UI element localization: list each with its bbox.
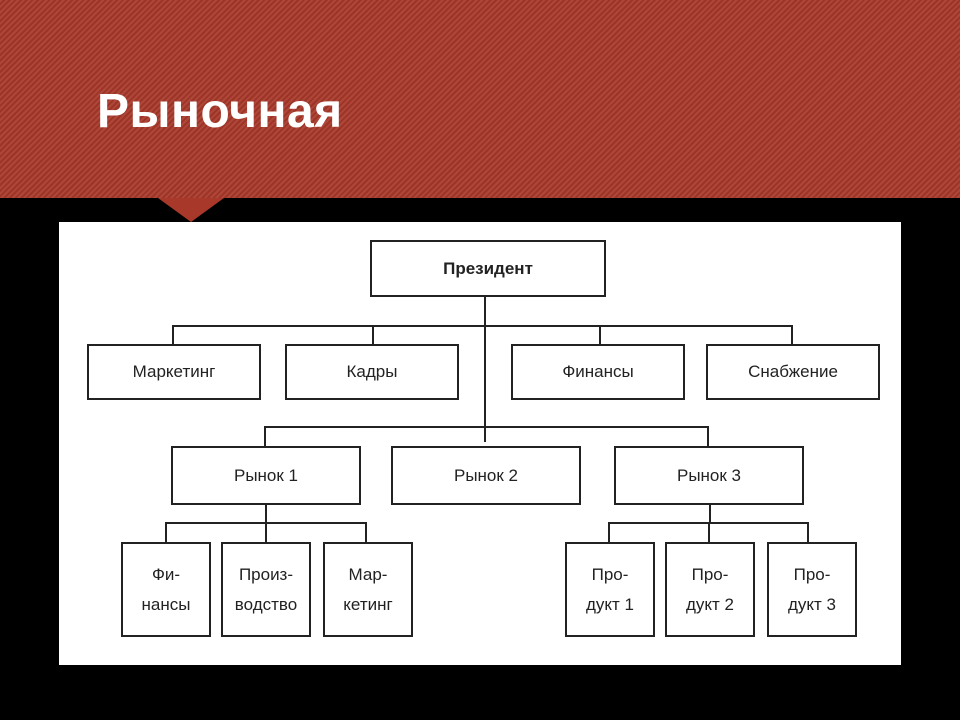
node-staff-finance-label: Финансы: [562, 362, 634, 381]
slide-title: Рыночная: [97, 85, 343, 138]
node-staff-finance: [511, 344, 685, 400]
node-market-2: [391, 446, 581, 505]
node-m1-marketing-line1: Мар-: [348, 564, 388, 584]
node-market-3-label: Рынок 3: [676, 465, 741, 485]
node-staff-marketing-label: Маркетинг: [132, 362, 216, 381]
node-m3-product-1-line1: Про-: [591, 564, 629, 584]
node-market-2-label: Рынок 2: [453, 465, 518, 485]
node-m3-product-2: [665, 542, 755, 637]
node-market-1-label: Рынок 1: [233, 465, 298, 485]
connector-m3-unit-3: [807, 522, 809, 542]
node-m1-marketing: [323, 542, 413, 637]
header-notch: [158, 198, 224, 222]
node-m1-finance-line2: нансы: [141, 594, 191, 614]
node-m1-production-line2: водство: [234, 594, 298, 614]
connector-m1-unit-2: [265, 522, 267, 542]
node-m3-product-3-line2: дукт 3: [787, 594, 836, 614]
connector-m1-unit-3: [365, 522, 367, 542]
connector-staff-1: [172, 325, 174, 345]
connector-root-trunk: [484, 296, 486, 442]
node-m1-marketing-line2: кетинг: [343, 594, 393, 614]
connector-market-1: [264, 426, 266, 446]
connector-m1-unit-1: [165, 522, 167, 542]
node-m1-finance-line1: Фи-: [151, 564, 181, 584]
connector-m3-unit-2: [708, 522, 710, 542]
connector-staff-2: [372, 325, 374, 345]
node-m3-product-3-line1: Про-: [793, 564, 831, 584]
node-m1-production: [221, 542, 311, 637]
node-president: [370, 240, 606, 297]
node-president-label: Президент: [443, 258, 533, 278]
node-staff-marketing: [87, 344, 261, 400]
org-chart: [59, 222, 901, 665]
node-m3-product-3: [767, 542, 857, 637]
node-staff-hr-label: Кадры: [346, 362, 398, 381]
node-m3-product-1: [565, 542, 655, 637]
node-m1-finance: [121, 542, 211, 637]
connector-staff-4: [791, 325, 793, 345]
connector-staff-3: [599, 325, 601, 345]
connector-market-bus: [264, 426, 709, 428]
node-staff-supply-label: Снабжение: [748, 362, 838, 381]
node-m3-product-2-line2: дукт 2: [685, 594, 734, 614]
node-m1-production-line1: Произ-: [238, 564, 294, 584]
connector-m1-trunk: [265, 505, 267, 523]
node-market-3: [614, 446, 804, 505]
connector-market-3: [707, 426, 709, 446]
node-market-1: [171, 446, 361, 505]
connector-staff-bus: [172, 325, 793, 327]
connector-m3-trunk: [709, 505, 711, 523]
node-m3-product-1-line2: дукт 1: [585, 594, 634, 614]
node-staff-hr: [285, 344, 459, 400]
node-m3-product-2-line1: Про-: [691, 564, 729, 584]
connector-m3-unit-1: [608, 522, 610, 542]
node-staff-supply: [706, 344, 880, 400]
